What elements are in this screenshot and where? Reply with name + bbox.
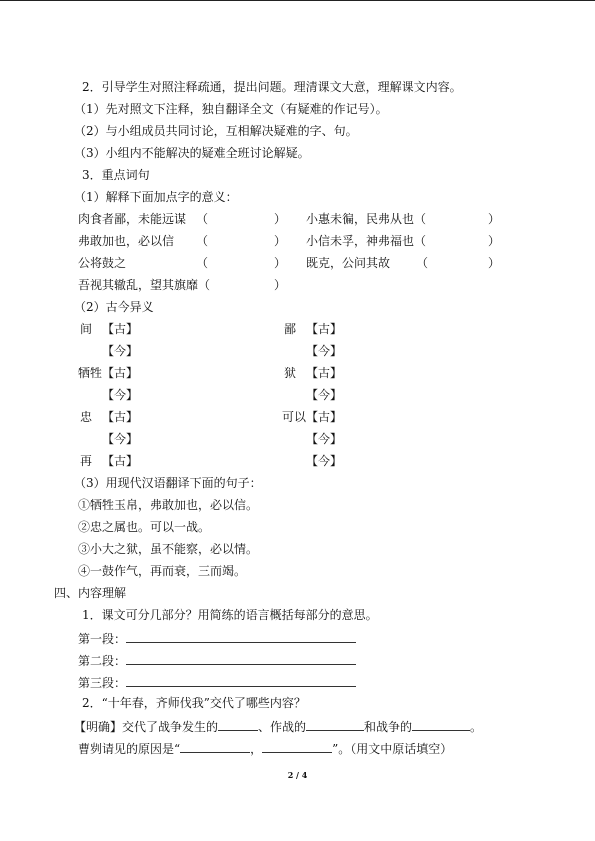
section4-title: 四、内容理解 — [54, 586, 127, 600]
guxin-jin-label: 【今】 — [102, 432, 139, 446]
guxin-gu-label: 【古】 — [102, 410, 139, 424]
part-label-2: 第二段： — [78, 654, 127, 668]
guxin-jin-label: 【今】 — [102, 344, 139, 358]
step2-title: 2．引导学生对照注释疏通，提出问题。理清课文大意，理解课文内容。 — [82, 80, 462, 94]
guxin-word-jian: 间 — [80, 322, 93, 336]
meaning-left-1: 肉食者鄙，未能远谋 — [78, 212, 187, 226]
translate-heading: （3）用现代汉语翻译下面的句子： — [74, 476, 262, 490]
guxin-jin-label: 【今】 — [306, 344, 343, 358]
meaning-right-3-close: ） — [488, 256, 501, 270]
header-rule — [0, 0, 595, 1]
step2-item-2: （2）与小组成员共同讨论，互相解决疑难的字、句。 — [74, 124, 358, 138]
guxin-jin-label: 【今】 — [102, 388, 139, 402]
meaning-right-1-close: ） — [488, 212, 501, 226]
answer-row — [74, 718, 482, 734]
part-blank-3[interactable] — [126, 674, 356, 687]
step2-item-1: （1）先对照文下注释，独自翻译全文（有疑难的作记号）。 — [74, 102, 388, 116]
part-label-1: 第一段： — [78, 632, 127, 646]
translate-item-1: ①牺牲玉帛，弗敢加也，必以信。 — [78, 498, 259, 512]
guxin-heading: （2）古今异义 — [74, 300, 154, 314]
guxin-word-xisheng: 牺牲 — [78, 366, 103, 380]
guxin-gu-label: 【古】 — [306, 322, 343, 336]
meaning-left-2-open: （ — [196, 234, 209, 248]
part-blank-2[interactable] — [126, 652, 356, 665]
step3-title: 3．重点词句 — [82, 168, 150, 182]
guxin-gu-label: 【古】 — [102, 322, 139, 336]
reason-row — [78, 740, 452, 756]
translate-item-3: ③小大之狱，虽不能察，必以情。 — [78, 542, 259, 556]
guxin-gu-label: 【古】 — [306, 366, 343, 380]
blank-reason-2[interactable] — [262, 740, 332, 753]
part-row-2 — [78, 652, 356, 668]
guxin-word-zai: 再 — [80, 454, 93, 468]
guxin-gu-label: 【古】 — [102, 366, 139, 380]
meaning-left-4-close: ） — [274, 278, 287, 292]
part-label-3: 第三段： — [78, 676, 127, 690]
answer-text-b: 、作战的 — [258, 720, 307, 734]
meaning-left-3-open: （ — [196, 256, 209, 270]
translate-item-4: ④一鼓作气，再而衰，三而竭。 — [78, 564, 247, 578]
guxin-word-keyi: 可以 — [282, 410, 307, 424]
meaning-left-1-close: ） — [274, 212, 287, 226]
answer-text-a: 【明确】交代了战争发生的 — [74, 720, 219, 734]
step2-item-3: （3）小组内不能解决的疑难全班讨论解疑。 — [74, 146, 310, 160]
question-1: 1．课文可分几部分？用简练的语言概括每部分的意思。 — [82, 608, 378, 622]
guxin-jin-label: 【今】 — [306, 454, 343, 468]
reason-text-c: ”。（用文中原话填空） — [332, 742, 453, 756]
meaning-left-2: 弗敢加也，必以信 — [78, 234, 175, 248]
blank-sides[interactable] — [306, 718, 364, 731]
meaning-left-4: 吾视其辙乱，望其旗靡（ — [78, 278, 211, 292]
blank-time[interactable] — [218, 718, 258, 731]
meaning-right-3: 既克，公问其故 — [306, 256, 391, 270]
meaning-right-2-close: ） — [488, 234, 501, 248]
meaning-left-1-open: （ — [196, 212, 209, 226]
reason-text-b: ， — [250, 742, 263, 756]
reason-text-a: 曹刿请见的原因是“ — [78, 742, 181, 756]
part-row-3 — [78, 674, 356, 690]
meaning-right-3-open: （ — [416, 256, 429, 270]
guxin-jin-label: 【今】 — [306, 388, 343, 402]
page-number: 2 / 4 — [287, 770, 308, 780]
meaning-left-3-close: ） — [274, 256, 287, 270]
meaning-right-2: 小信未孚，神弗福也（ — [306, 234, 427, 248]
part-blank-1[interactable] — [126, 630, 356, 643]
guxin-word-zhong: 忠 — [80, 410, 93, 424]
guxin-gu-label: 【古】 — [102, 454, 139, 468]
question-2: 2．“十年春，齐师伐我”交代了哪些内容？ — [82, 696, 306, 710]
answer-text-d: 。 — [470, 720, 483, 734]
guxin-gu-label: 【古】 — [306, 410, 343, 424]
answer-text-c: 和战争的 — [364, 720, 413, 734]
meaning-left-2-close: ） — [274, 234, 287, 248]
guxin-jin-label: 【今】 — [306, 432, 343, 446]
meanings-heading: （1）解释下面加点字的意义： — [74, 190, 238, 204]
blank-reason-1[interactable] — [180, 740, 250, 753]
guxin-word-yu: 狱 — [284, 366, 297, 380]
meaning-right-1: 小惠未徧，民弗从也（ — [306, 212, 427, 226]
meaning-left-3: 公将鼓之 — [78, 256, 127, 270]
guxin-word-bi: 鄙 — [284, 322, 297, 336]
translate-item-2: ②忠之属也。可以一战。 — [78, 520, 211, 534]
blank-nature[interactable] — [412, 718, 470, 731]
part-row-1 — [78, 630, 356, 646]
